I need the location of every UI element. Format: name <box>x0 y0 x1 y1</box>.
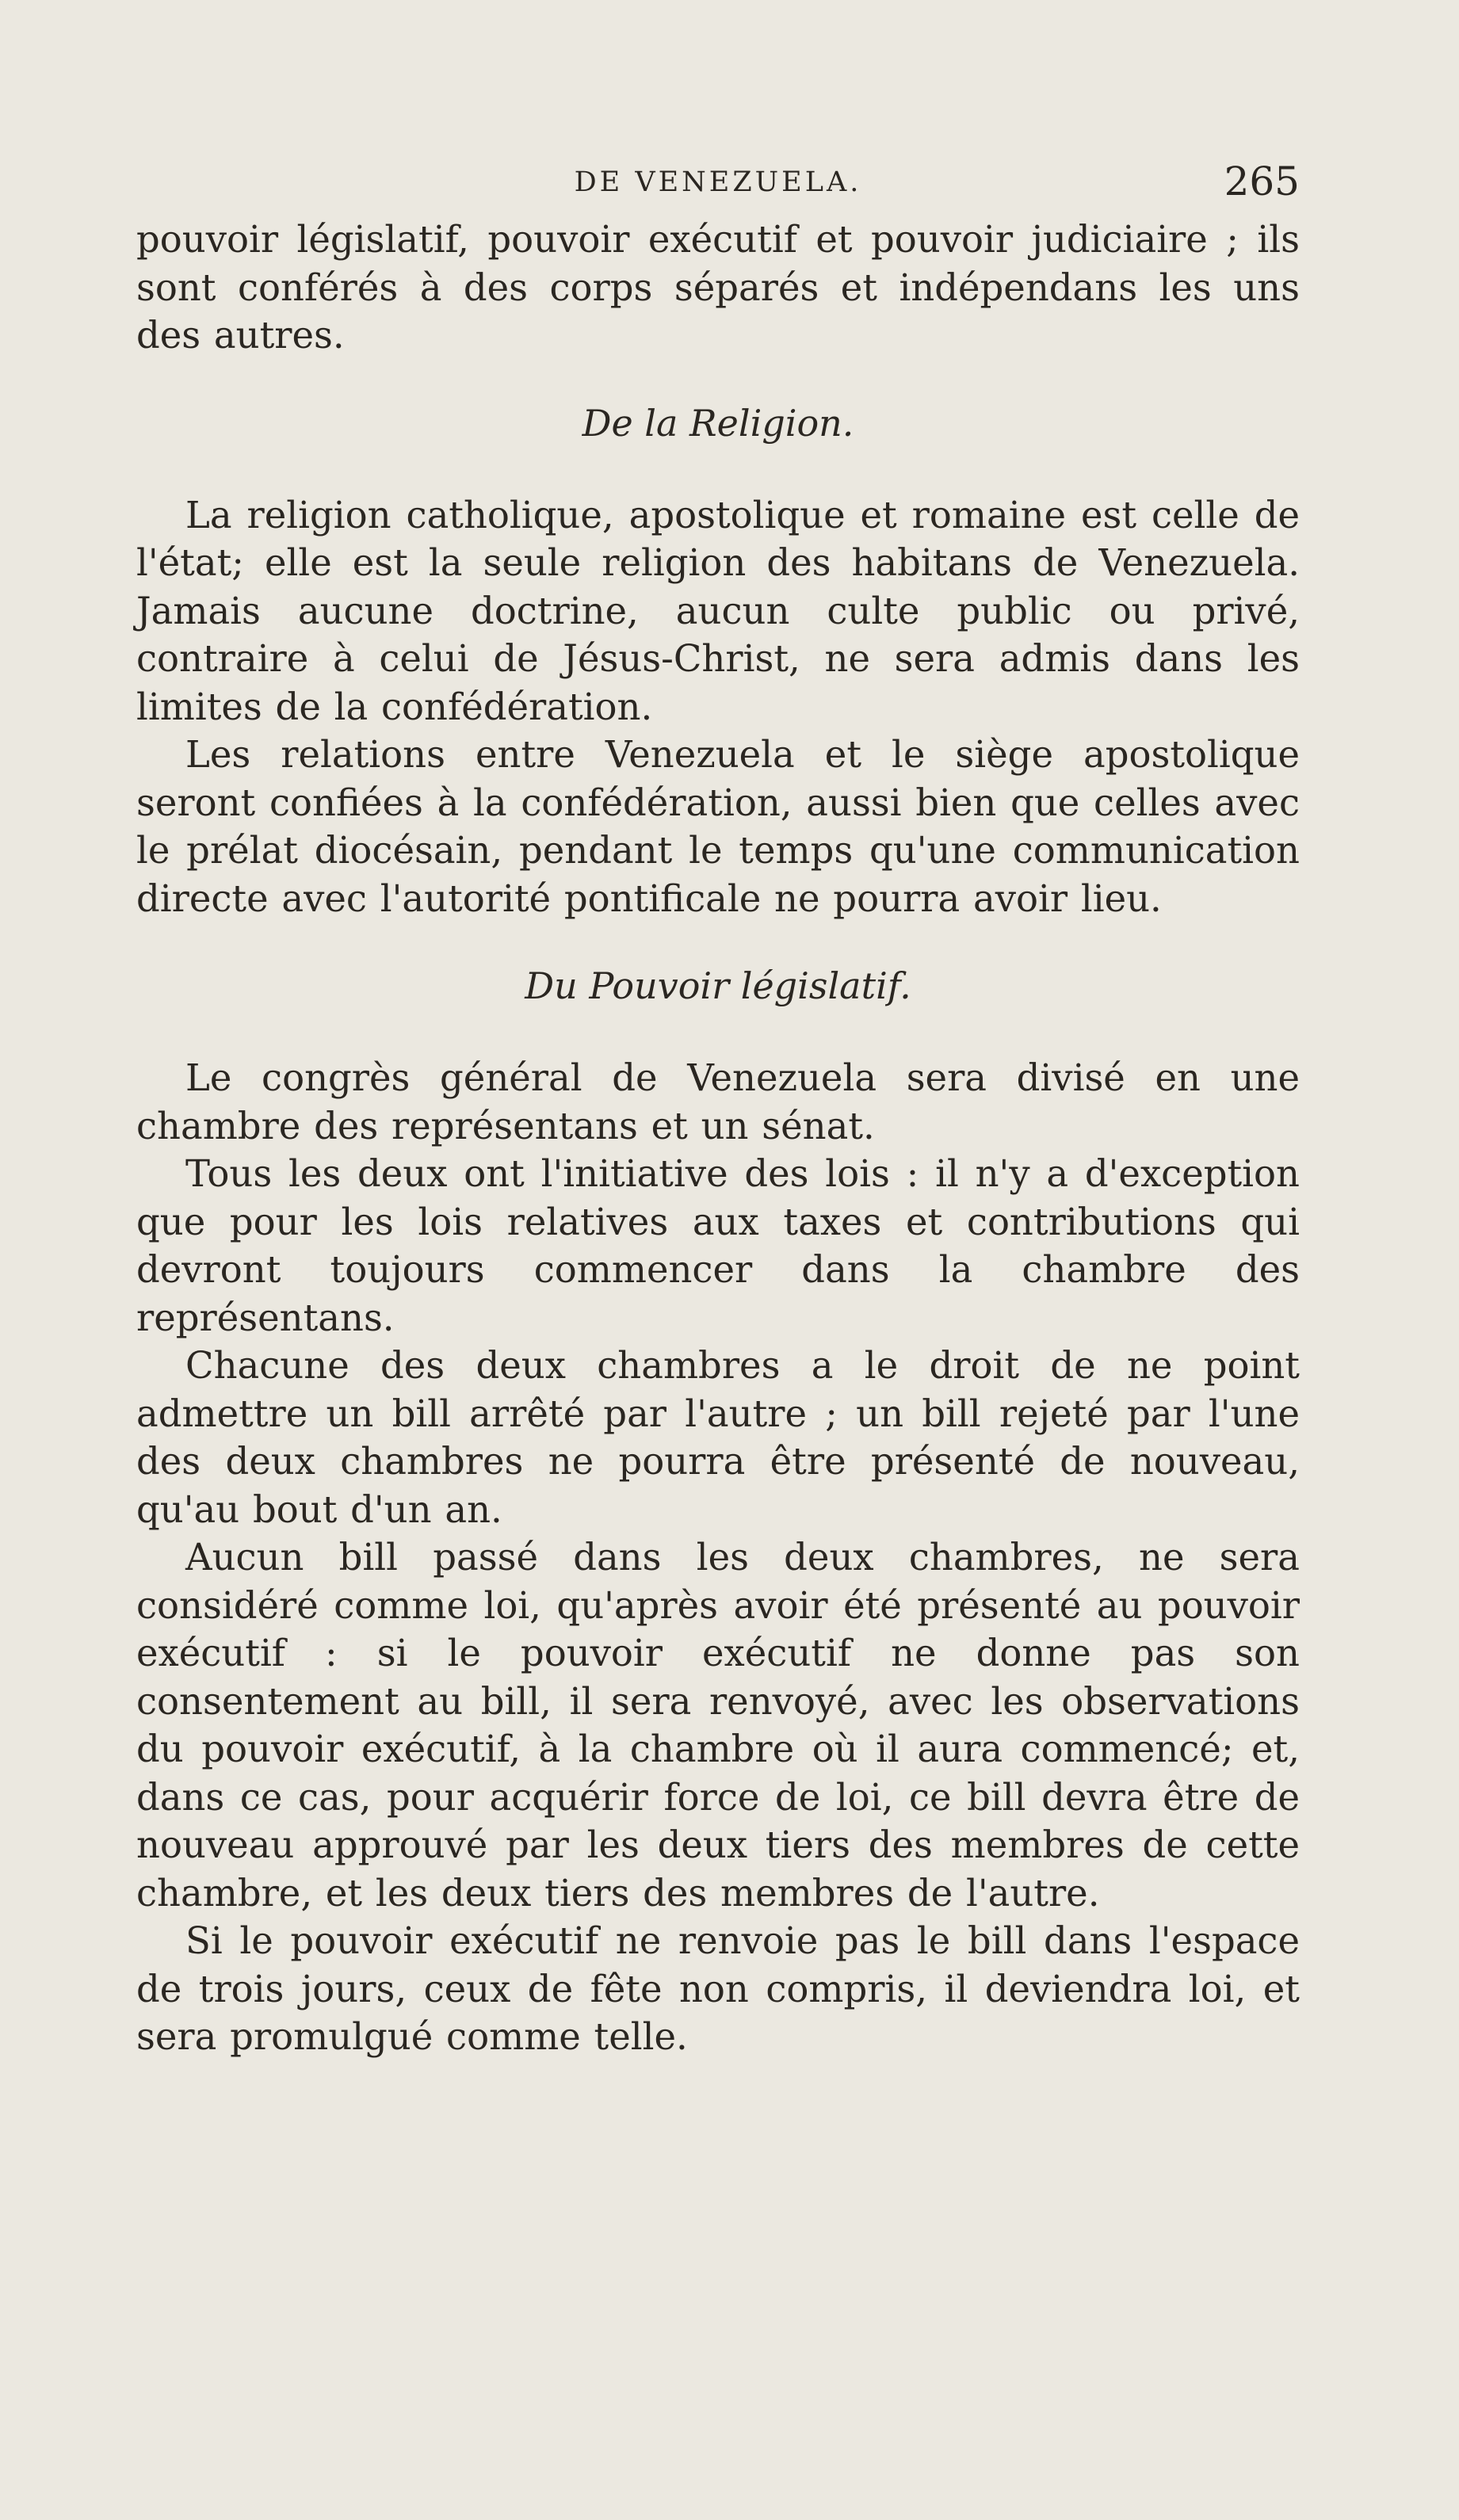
legislatif-paragraph: Le congrès général de Venezuela sera divisé en une chambre des représentans et un sénat. <box>136 1056 1300 1147</box>
text-block <box>136 158 1300 2061</box>
section-heading-legislatif: Du Pouvoir législatif. <box>525 964 911 1007</box>
opening-paragraph: pouvoir législatif, pouvoir exécutif et pouvoir judiciaire ; ils sont conférés à des corps séparés et indépendans les uns des autres. <box>136 218 1300 357</box>
section-heading-religion: De la Religion. <box>582 401 854 445</box>
running-head <box>136 158 1300 216</box>
religion-paragraph: Les relations entre Venezuela et le siège apostolique seront confiées à la confédération, aussi bien que celles avec le prélat diocésain, pendant le temps qu'une communication directe avec l'autorité pontificale ne pourra avoir lieu. <box>136 733 1300 920</box>
legislatif-paragraph: Aucun bill passé dans les deux chambres, ne sera considéré comme loi, qu'après avoir été présenté au pouvoir exécutif : si le pouvoir exécutif ne donne pas son consentement au bill, il sera renvoyé, avec les observations du pouvoir exécutif, à la chambre où il aura commencé; et, dans ce cas, pour acquérir force de loi, ce bill devra être de nouveau approuvé par les deux tiers des membres de cette chambre, et les deux tiers des membres de l'autre. <box>136 1536 1300 1915</box>
religion-paragraph: La religion catholique, apostolique et romaine est celle de l'état; elle est la seule religion des habitans de Venezuela. Jamais aucune doctrine, aucun culte public ou privé, contraire à celui de Jésus-Christ, ne sera admis dans les limites de la confédération. <box>136 493 1300 728</box>
legislatif-paragraph: Tous les deux ont l'initiative des lois : il n'y a d'exception que pour les lois relatives aux taxes et contributions qui devront toujours commencer dans la chambre des représentans. <box>136 1152 1300 1339</box>
page-number: 265 <box>1224 158 1300 204</box>
running-head-title: DE VENEZUELA. <box>574 166 862 198</box>
legislatif-paragraph: Chacune des deux chambres a le droit de ne point admettre un bill arrêté par l'autre ; un bill rejeté par l'une des deux chambres ne pourra être présenté de nouveau, qu'au bout d'un an. <box>136 1344 1300 1531</box>
legislatif-paragraph: Si le pouvoir exécutif ne renvoie pas le bill dans l'espace de trois jours, ceux de fête non compris, il deviendra loi, et sera promulgué comme telle. <box>136 1919 1300 2058</box>
